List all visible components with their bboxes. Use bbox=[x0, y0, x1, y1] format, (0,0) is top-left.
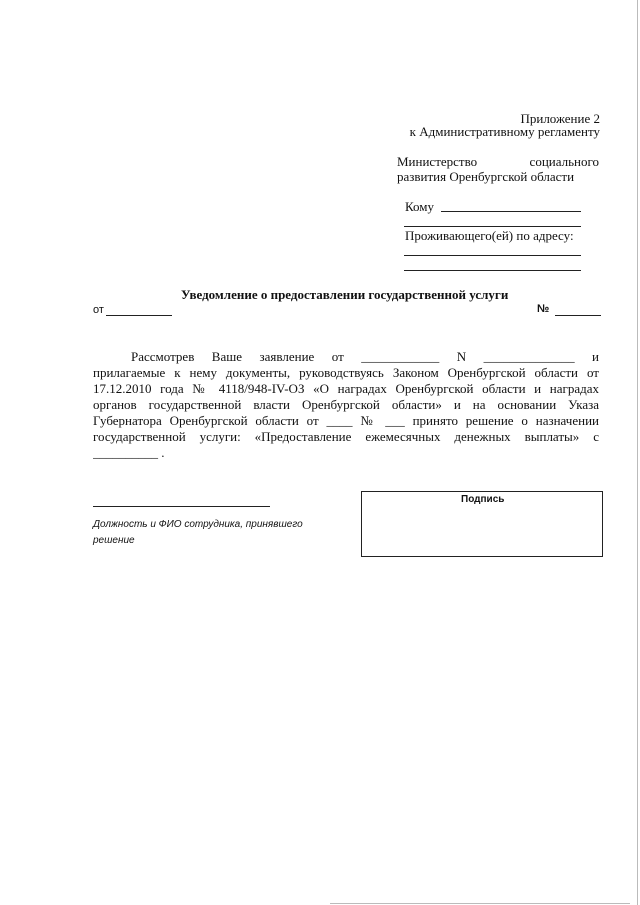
ministry-line-1-right: социального bbox=[529, 154, 599, 169]
notice-title: Уведомление о предоставлении государственной услуги bbox=[181, 287, 509, 302]
body-line-7: __________ . bbox=[93, 445, 165, 460]
body-line-6: государственной услуги: «Предоставление ежемесячных денежных выплаты» с bbox=[93, 429, 599, 444]
to-label: Кому bbox=[405, 199, 435, 214]
position-caption-line-2: решение bbox=[93, 535, 135, 546]
from-label: от bbox=[93, 304, 104, 316]
signature-box bbox=[361, 491, 603, 557]
address-line-1 bbox=[404, 255, 581, 256]
position-name-line bbox=[93, 506, 270, 507]
from-date-line bbox=[106, 315, 172, 316]
signature-label: Подпись bbox=[461, 494, 505, 505]
ministry-line-2: развития Оренбургской области bbox=[397, 169, 575, 184]
body-line-4: органов государственной власти Оренбургской области» и на основании Указа bbox=[93, 397, 599, 412]
number-field-line bbox=[555, 315, 601, 316]
residing-label: Проживающего(ей) по адресу: bbox=[405, 228, 574, 243]
address-line-2 bbox=[404, 270, 581, 271]
to-field-line-2 bbox=[404, 226, 581, 227]
appendix-line-1: Приложение 2 bbox=[520, 111, 600, 126]
number-label: № bbox=[537, 303, 550, 315]
appendix-line-2: к Административному регламенту bbox=[409, 124, 600, 139]
scan-edge-bottom bbox=[330, 903, 630, 904]
body-line-2: прилагаемые к нему документы, руководствуясь Законом Оренбургской области от bbox=[93, 365, 599, 380]
position-caption-line-1: Должность и ФИО сотрудника, принявшего bbox=[93, 519, 303, 530]
body-line-1: Рассмотрев Ваше заявление от ____________ N ______________ и bbox=[131, 349, 599, 364]
ministry-line-1-left: Министерство bbox=[397, 154, 478, 169]
body-line-5: Губернатора Оренбургской области от ____ № ___ принято решение о назначении bbox=[93, 413, 599, 428]
body-paragraph bbox=[93, 349, 599, 461]
to-field-line bbox=[441, 211, 581, 212]
body-line-3: 17.12.2010 года № 4118/948-IV-ОЗ «О наградах Оренбургской области и наградах bbox=[93, 381, 599, 396]
scan-edge-right bbox=[637, 0, 638, 905]
